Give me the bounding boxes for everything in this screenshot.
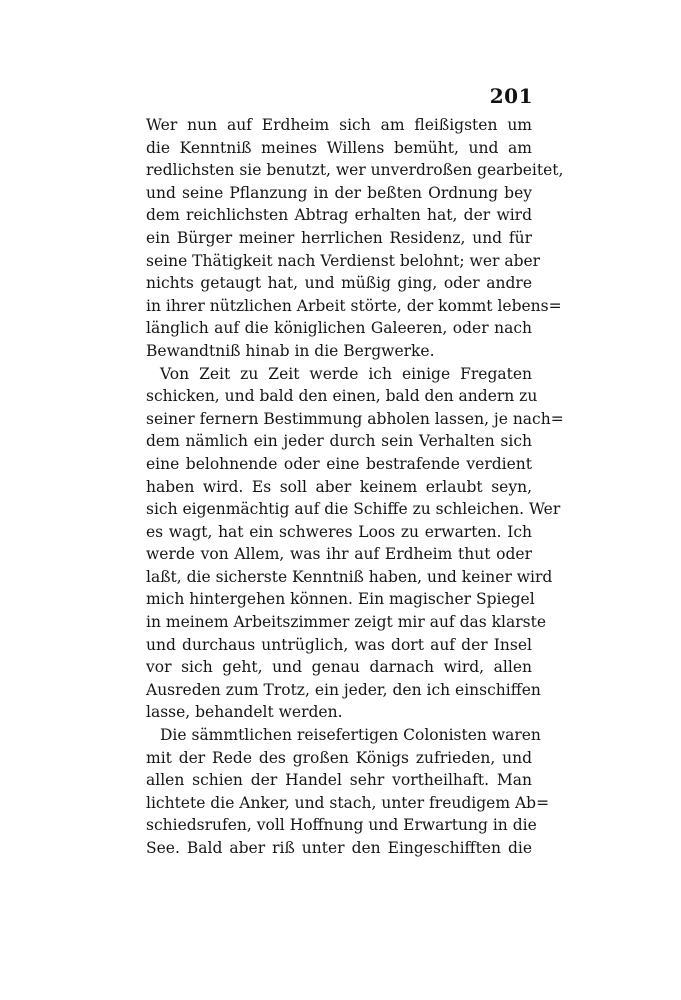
text-line: lasse, behandelt werden. <box>146 703 343 722</box>
text-line: vor sich geht, und genau darnach wird, allen <box>146 658 532 677</box>
text-line: dem reichlichsten Abtrag erhalten hat, der wird <box>146 206 532 225</box>
text-line: Wer nun auf Erdheim sich am fleißigsten um <box>146 116 532 134</box>
text-line: seiner fernern Bestimmung abholen lassen, je nach= <box>146 409 564 428</box>
text-line: haben wird. Es soll aber keinem erlaubt seyn, <box>146 477 532 496</box>
text-line: in ihrer nützlichen Arbeit störte, der kommt lebens= <box>146 296 562 315</box>
text-line: werde von Allem, was ihr auf Erdheim thut oder <box>146 545 532 564</box>
text-line: mich hintergehen können. Ein magischer Spiegel <box>146 590 535 609</box>
text-line: die Kenntniß meines Willens bemüht, und am <box>146 138 532 157</box>
text-line: und seine Pflanzung in der beßten Ordnung bey <box>146 183 532 202</box>
text-line: redlichsten sie benutzt, wer unverdroßen gearbeitet, <box>146 161 564 180</box>
text-line: dem nämlich ein jeder durch sein Verhalten sich <box>146 432 532 451</box>
text-line: mit der Rede des großen Königs zufrieden, und <box>146 748 532 767</box>
text-line: es wagt, hat ein schweres Loos zu erwarten. Ich <box>146 522 532 541</box>
text-line: See. Bald aber riß unter den Eingeschifften die <box>146 839 532 857</box>
body-text <box>146 114 564 860</box>
text-line: laßt, die sicherste Kenntniß haben, und keiner wird <box>146 567 553 586</box>
text-line: in meinem Arbeitszimmer zeigt mir auf das klarste <box>146 613 546 632</box>
text-line: länglich auf die königlichen Galeeren, oder nach <box>146 319 532 338</box>
text-line: ein Bürger meiner herrlichen Residenz, und für <box>146 228 532 247</box>
text-line: allen schien der Handel sehr vortheilhaft. Man <box>146 771 532 790</box>
text-line: Von Zeit zu Zeit werde ich einige Fregaten <box>160 364 532 383</box>
text-line: nichts getaugt hat, und müßig ging, oder andre <box>146 274 532 293</box>
page-number: 201 <box>489 84 533 108</box>
text-line: Bewandtniß hinab in die Bergwerke. <box>146 341 435 360</box>
text-line: sich eigenmächtig auf die Schiffe zu schleichen. Wer <box>146 500 561 519</box>
text-line: Ausreden zum Trotz, ein jeder, den ich einschiffen <box>146 680 541 699</box>
text-line: lichtete die Anker, und stach, unter freudigem Ab= <box>146 793 550 812</box>
text-line: seine Thätigkeit nach Verdienst belohnt; wer aber <box>146 251 541 270</box>
text-line: schiedsrufen, voll Hoffnung und Erwartung in die <box>146 816 537 835</box>
text-line: Die sämmtlichen reisefertigen Colonisten waren <box>160 726 541 745</box>
text-line: schicken, und bald den einen, bald den andern zu <box>146 387 538 406</box>
text-line: und durchaus untrüglich, was dort auf der Insel <box>146 635 532 654</box>
text-line: eine belohnende oder eine bestrafende verdient <box>146 454 532 473</box>
